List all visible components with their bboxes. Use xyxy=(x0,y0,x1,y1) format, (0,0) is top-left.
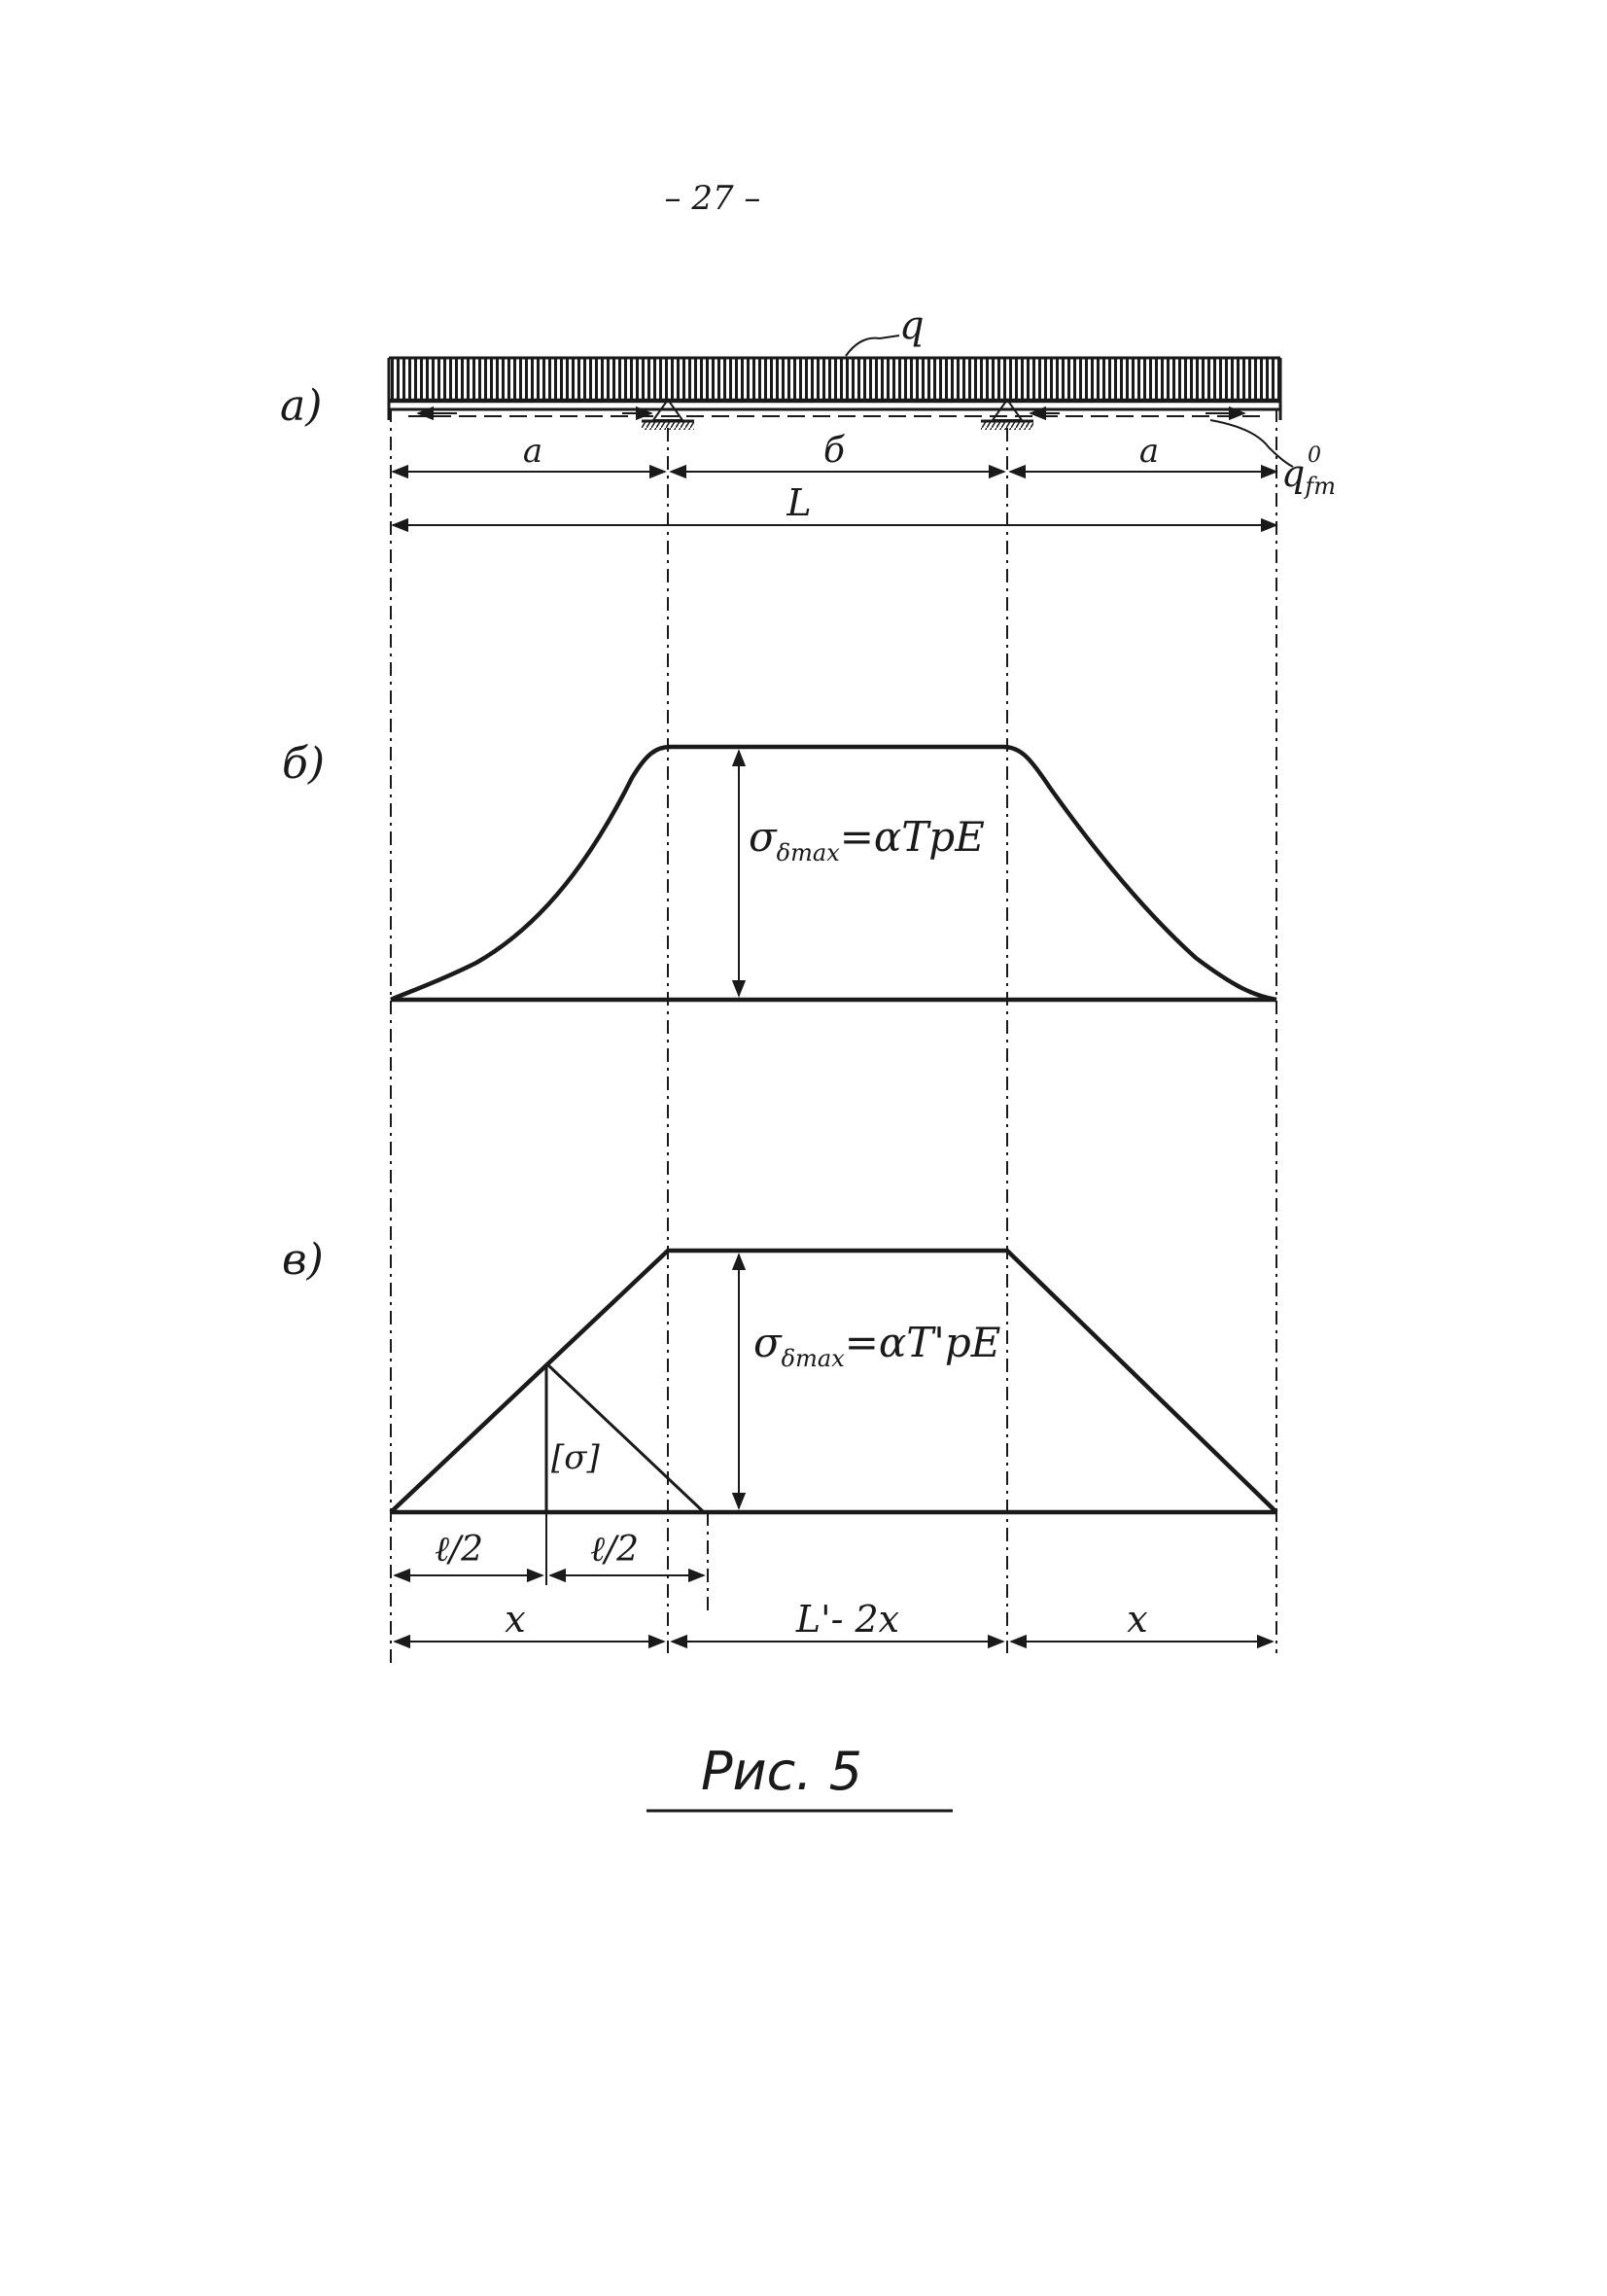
page-number: – 27 – xyxy=(664,179,761,218)
stress-profile-linear xyxy=(391,1251,1276,1512)
panel-b xyxy=(282,739,1276,1000)
panel-c-formula: $\sigma_{\delta max}=\alpha T'pE$ xyxy=(753,1319,1001,1372)
panel-c-marker: в) xyxy=(282,1235,324,1285)
figure-caption: Рис. 5 xyxy=(700,1741,863,1802)
distributed-load-hatch xyxy=(389,359,1280,400)
dim-label-half-right: ℓ/2 xyxy=(589,1530,640,1570)
dim-label-b-mid: б xyxy=(823,431,845,471)
panel-c xyxy=(282,1235,1276,1642)
extension-lines xyxy=(391,408,1276,1668)
panel-b-marker: б) xyxy=(282,739,326,789)
dim-label-x-left: x xyxy=(505,1598,526,1641)
dim-label-half-left: ℓ/2 xyxy=(434,1530,484,1570)
allowable-stress-label: [σ] xyxy=(551,1438,600,1477)
stress-curve-smooth xyxy=(391,747,1276,1000)
support-left xyxy=(642,400,694,430)
support-right xyxy=(981,400,1033,430)
load-label: q xyxy=(899,303,925,348)
dim-label-a-right: а xyxy=(1138,432,1160,471)
panel-a-marker: а) xyxy=(280,381,323,431)
friction-label: $q_{fт}$ xyxy=(1281,452,1336,500)
dim-label-mid: L'- 2x xyxy=(795,1598,900,1641)
panel-b-formula: $\sigma_{\delta max}=\alpha TpE$ xyxy=(749,813,985,866)
dim-label-total: L xyxy=(786,481,812,524)
dim-label-x-right: x xyxy=(1127,1598,1148,1641)
load-leader xyxy=(846,336,899,356)
friction-label-sup: 0 xyxy=(1308,443,1321,468)
panel-a xyxy=(280,303,1336,525)
dim-label-a-left: а xyxy=(522,432,543,471)
